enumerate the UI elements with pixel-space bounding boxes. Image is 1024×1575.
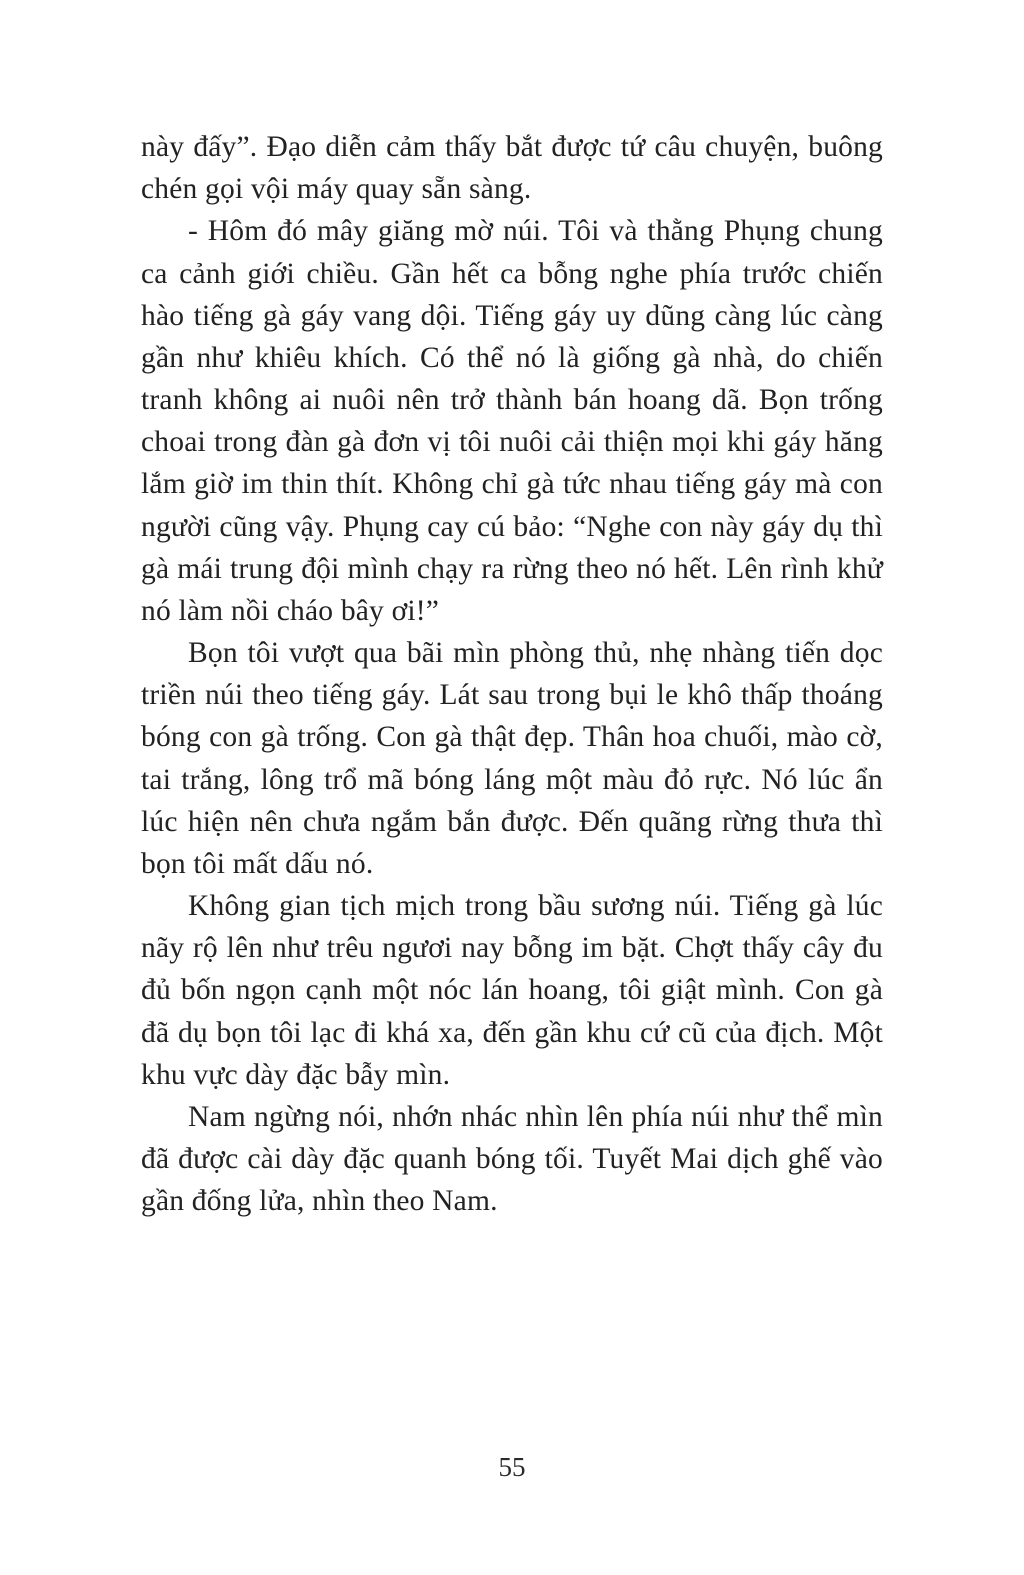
paragraph-continuation: này đấy”. Đạo diễn cảm thấy bắt được tứ câu chuyện, buông chén gọi vội máy quay sẵn sàng. [141, 131, 883, 206]
paragraph: Không gian tịch mịch trong bầu sương núi. Tiếng gà lúc nãy rộ lên như trêu ngươi nay bỗng im bặt. Chợt thấy cây đu đủ bốn ngọn cạnh một nóc lán hoang, tôi giật mình. Con gà đã dụ bọn tôi lạc đi khá xa, đến gần khu cứ cũ của địch. Một khu vực dày đặc bẫy mìn. [141, 890, 883, 1091]
paragraph: Nam ngừng nói, nhớn nhác nhìn lên phía núi như thể mìn đã được cài dày đặc quanh bóng tối. Tuyết Mai dịch ghế vào gần đống lửa, nhìn theo Nam. [141, 1100, 883, 1218]
paragraph: Bọn tôi vượt qua bãi mìn phòng thủ, nhẹ nhàng tiến dọc triền núi theo tiếng gáy. Lát sau trong bụi le khô thấp thoáng bóng con gà trống. Con gà thật đẹp. Thân hoa chuối, mào cờ, tai trắng, lông trổ mã bóng láng một màu đỏ rực. Nó lúc ẩn lúc hiện nên chưa ngắm bắn được. Đến quãng rừng thưa thì bọn tôi mất dấu nó. [141, 637, 883, 880]
page-number: 55 [498, 1452, 526, 1482]
paragraph-dialogue: - Hôm đó mây giăng mờ núi. Tôi và thằng Phụng chung ca cảnh giới chiều. Gần hết ca bỗng nghe phía trước chiến hào tiếng gà gáy vang dội. Tiếng gáy uy dũng càng lúc càng gần như khiêu khích. Có thể nó là giống gà nhà, do chiến tranh không ai nuôi nên trở thành bán hoang dã. Bọn trống choai trong đàn gà đơn vị tôi nuôi cải thiện mọi khi gáy hăng lắm giờ im thin thít. Không chỉ gà tức nhau tiếng gáy mà con người cũng vậy. Phụng cay cú bảo: “Nghe con này gáy dụ thì gà mái trung đội mình chạy ra rừng theo nó hết. Lên rình khử nó làm nồi cháo bây ơi!” [141, 215, 883, 627]
text-block [141, 126, 883, 1222]
